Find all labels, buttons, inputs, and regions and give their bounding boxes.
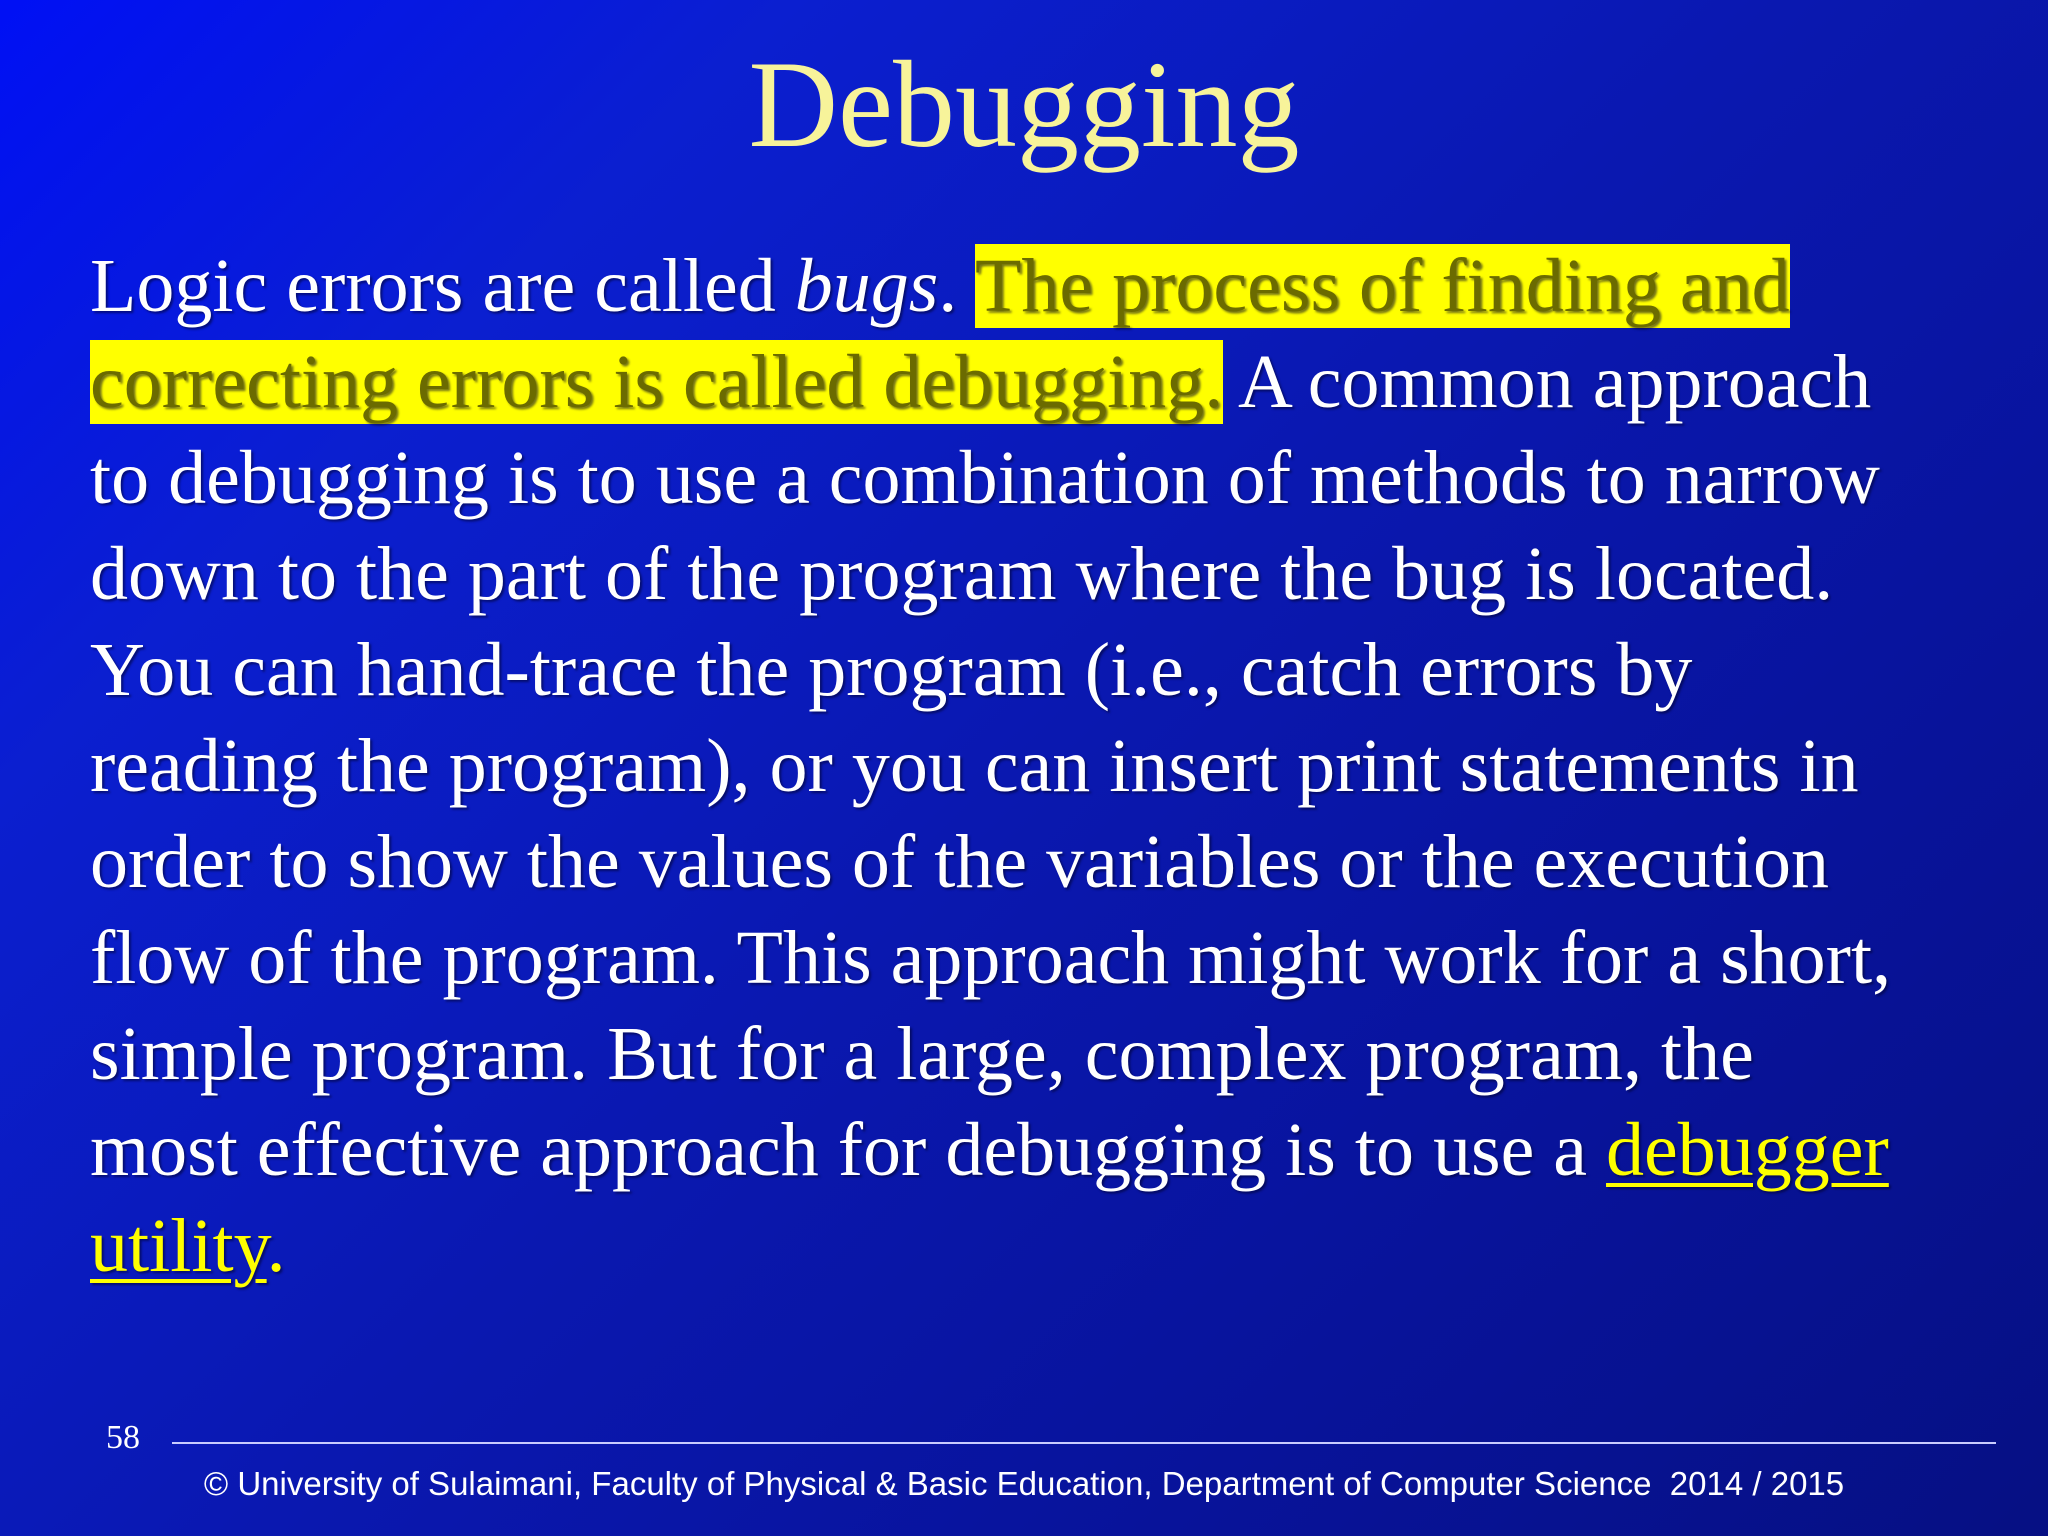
body-text-segment: A common approach — [1223, 340, 1872, 424]
final-period: . — [266, 1204, 286, 1288]
body-line-6: reading the program), or you can insert print statements in — [90, 724, 1859, 808]
body-text-segment: most effective approach for debugging is to use a — [90, 1108, 1607, 1192]
body-line-5: You can hand-trace the program (i.e., catch errors by — [90, 628, 1693, 712]
debugger-utility-link-part-2[interactable]: utility — [90, 1204, 267, 1288]
slide-body — [90, 238, 2010, 1294]
body-text-segment: . — [938, 244, 975, 328]
highlighted-text: The process of finding and — [974, 244, 1790, 328]
footer-copyright: © University of Sulaimani, Faculty of Physical & Basic Education, Department of Computer Science 2014 / 2015 — [203, 1465, 1845, 1502]
body-line-3: to debugging is to use a combination of methods to narrow — [90, 436, 1880, 520]
body-line-2 — [90, 334, 2010, 430]
highlighted-text: correcting errors is called debugging. — [90, 340, 1224, 424]
body-line-11 — [90, 1198, 2010, 1294]
body-line-9: simple program. But for a large, complex program, the — [90, 1012, 1754, 1096]
body-line-4: down to the part of the program where the bug is located. — [90, 532, 1834, 616]
body-line-7: order to show the values of the variables or the execution — [90, 820, 1829, 904]
footer-divider — [172, 1442, 1996, 1444]
slide-title: Debugging — [748, 36, 1300, 173]
body-line-8: flow of the program. This approach might work for a short, — [90, 916, 1892, 1000]
body-text-segment: Logic errors are called — [90, 244, 795, 328]
page-number: 58 — [106, 1419, 140, 1456]
italic-term-bugs: bugs — [794, 244, 939, 328]
body-line-1 — [90, 238, 2010, 334]
highlighted-definition-part-1 — [975, 244, 1790, 328]
body-line-10 — [90, 1102, 2010, 1198]
highlighted-definition-part-2 — [90, 340, 1223, 424]
debugger-utility-link-part-1[interactable]: debugger — [1606, 1108, 1889, 1192]
